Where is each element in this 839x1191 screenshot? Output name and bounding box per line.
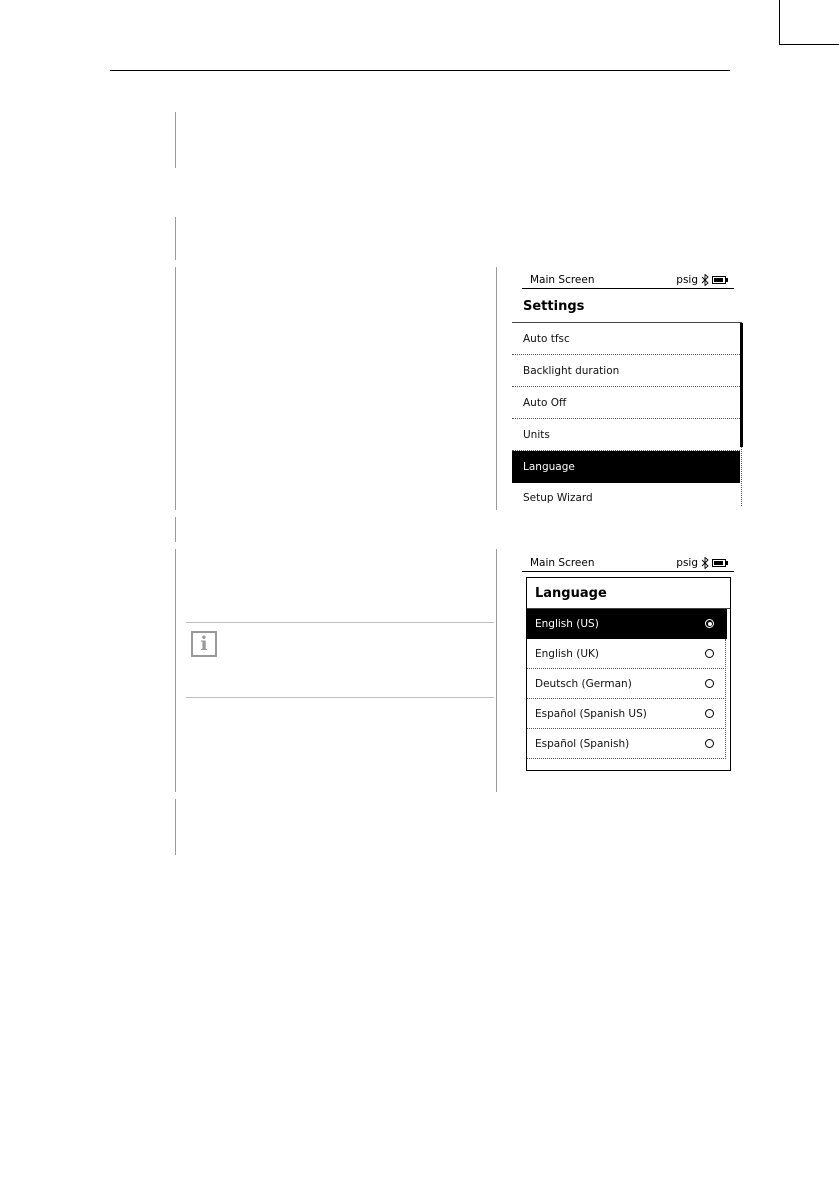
radio-icon[interactable] (705, 649, 714, 658)
radio-icon[interactable] (705, 739, 714, 748)
status-title: Main Screen (530, 274, 595, 286)
language-screen (520, 553, 740, 775)
unit-label: psig (676, 274, 698, 286)
menu-item-label: Auto tfsc (523, 332, 570, 345)
battery-icon (712, 276, 726, 284)
language-dialog (526, 577, 731, 771)
menu-item-label: Units (523, 428, 550, 441)
menu-item-setup-wizard[interactable] (512, 483, 740, 506)
radio-icon[interactable] (705, 679, 714, 688)
menu-item-label: Setup Wizard (523, 492, 593, 504)
settings-screen (512, 270, 744, 506)
language-option-label: Español (Spanish) (535, 737, 630, 750)
step-bar (175, 799, 176, 855)
scroll-track (741, 447, 742, 506)
radio-icon[interactable] (705, 709, 714, 718)
radio-selected-icon[interactable] (705, 619, 714, 628)
language-option-english-uk[interactable] (527, 639, 724, 669)
menu-item-label: Language (523, 460, 575, 473)
language-option-label: Español (Spanish US) (535, 707, 647, 720)
language-option-english-us[interactable] (527, 609, 724, 639)
column-divider (496, 267, 497, 510)
info-icon: i (191, 631, 217, 657)
menu-item-auto-off[interactable] (512, 387, 740, 419)
step-bar (175, 217, 176, 260)
info-note (186, 622, 494, 698)
menu-item-language[interactable] (512, 451, 740, 483)
language-option-espanol-us[interactable] (527, 699, 724, 729)
menu-item-auto-tfsc[interactable] (512, 323, 740, 355)
language-option-deutsch[interactable] (527, 669, 724, 699)
unit-label: psig (676, 557, 698, 569)
menu-item-label: Auto Off (523, 396, 567, 409)
step-bar (175, 112, 176, 168)
scrollbar[interactable] (740, 323, 743, 447)
menu-item-label: Backlight duration (523, 364, 620, 377)
status-title: Main Screen (530, 557, 595, 569)
language-option-label: English (UK) (535, 647, 600, 660)
crop-mark-vertical (779, 0, 780, 44)
status-rule (522, 288, 734, 289)
menu-item-backlight-duration[interactable] (512, 355, 740, 387)
step-bar (175, 517, 176, 542)
column-divider (496, 549, 497, 792)
bluetooth-icon (701, 274, 709, 286)
menu-title: Settings (523, 299, 585, 314)
status-bar (522, 555, 734, 571)
bluetooth-icon (701, 557, 709, 569)
language-option-label: English (US) (535, 617, 599, 630)
crop-mark-horizontal (779, 44, 839, 45)
step-bar (175, 549, 176, 792)
scrollbar[interactable] (724, 609, 727, 639)
language-option-espanol[interactable] (527, 729, 724, 759)
header-rule (110, 70, 730, 71)
scroll-track (725, 639, 726, 759)
menu-item-units[interactable] (512, 419, 740, 451)
battery-icon (712, 559, 726, 567)
language-option-label: Deutsch (German) (535, 677, 632, 690)
status-bar (522, 272, 734, 288)
step-bar (175, 267, 176, 510)
status-rule (522, 571, 734, 572)
dialog-title: Language (535, 586, 607, 601)
